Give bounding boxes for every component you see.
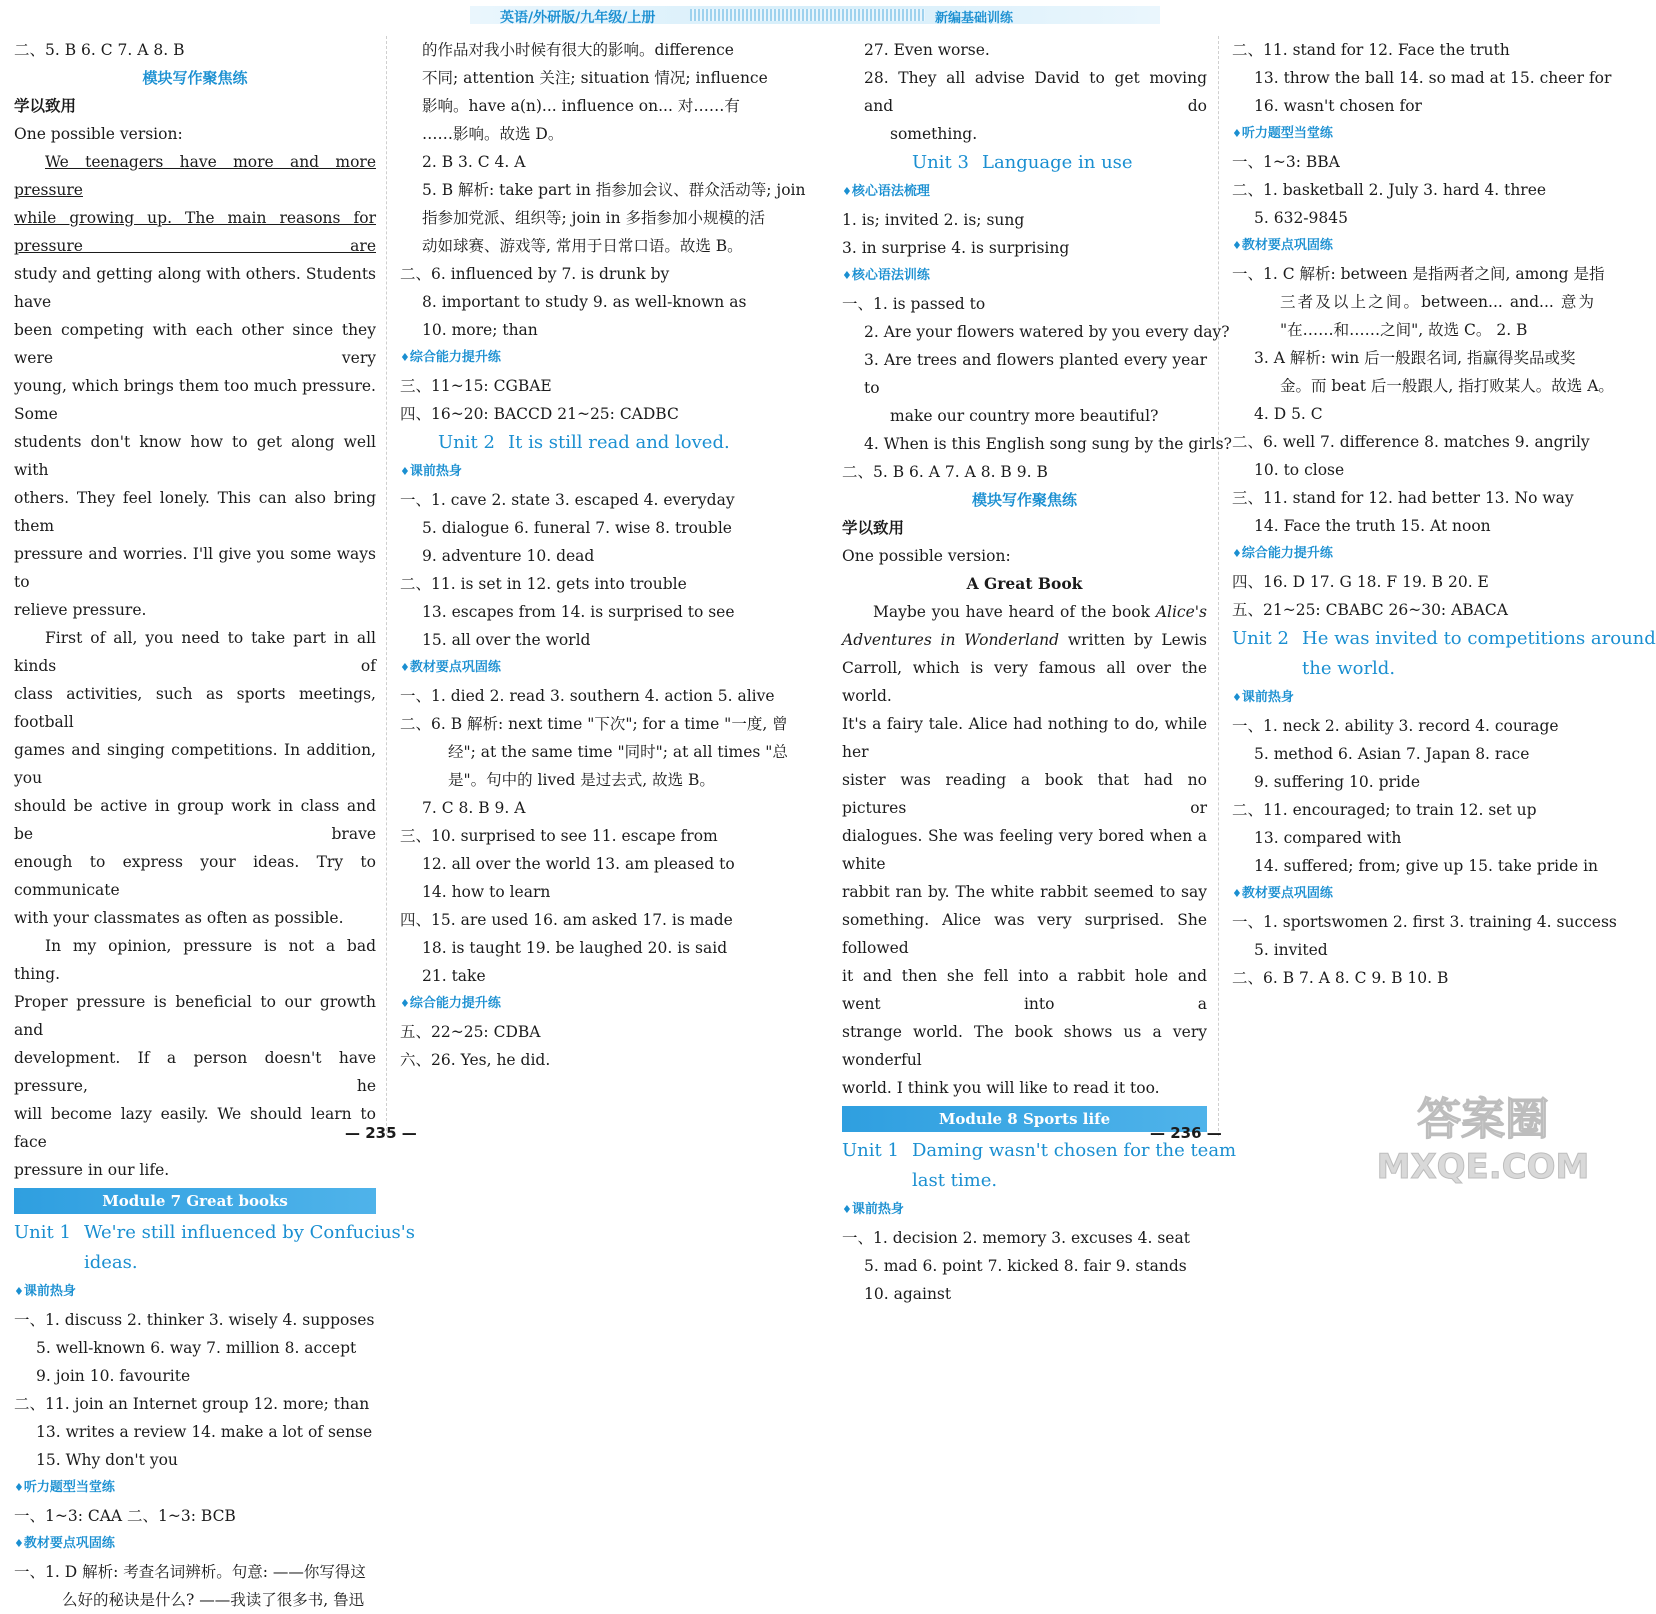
essay-line: enough to express your ideas. Try to communicate xyxy=(14,853,376,899)
essay-text: Maybe you have heard of the book xyxy=(873,603,1156,621)
answer-line: 9. adventure 10. dead xyxy=(422,547,595,565)
answer-line: 1. is; invited 2. is; sung xyxy=(842,211,1025,229)
answer-line: 5. mad 6. point 7. kicked 8. fair 9. stands xyxy=(864,1257,1187,1275)
section-label: 学以致用 xyxy=(14,96,77,115)
answer-line: 5. 632-9845 xyxy=(1254,209,1348,227)
answer-line: 15. Why don't you xyxy=(36,1451,178,1469)
answer-line: 二、6. B 解析: next time "下次"; for a time "一度, 曾 xyxy=(400,715,788,733)
unit-label: Unit 1 xyxy=(14,1222,71,1243)
module-banner: Module 8 Sports life xyxy=(842,1106,1207,1132)
unit-heading xyxy=(14,1218,415,1248)
version-label: One possible version: xyxy=(14,125,183,143)
answer-line: 16. wasn't chosen for xyxy=(1254,97,1422,115)
essay-line: We teenagers have more and more pressure xyxy=(14,153,376,199)
answer-line: something. xyxy=(890,125,978,143)
watermark-text-bottom: MXQE.COM xyxy=(1376,1147,1590,1187)
answer-line: 影响。have a(n)... influence on... 对……有 xyxy=(422,97,740,115)
answer-line: 二、6. well 7. difference 8. matches 9. angrily xyxy=(1232,433,1590,451)
page-number-right: — 236 — xyxy=(1150,1124,1222,1142)
answer-line: "在……和……之间", 故选 C。 2. B xyxy=(1280,321,1528,339)
answer-line: 10. more; than xyxy=(422,321,538,339)
answer-line: 金。而 beat 后一般跟人, 指打败某人。故选 A。 xyxy=(1280,377,1614,395)
essay-line xyxy=(842,626,1207,654)
answer-line: 9. join 10. favourite xyxy=(36,1367,191,1385)
essay-line: It's a fairy tale. Alice had nothing to do, while her xyxy=(842,715,1207,761)
unit-title-cont: ideas. xyxy=(84,1252,138,1273)
answer-line: 14. how to learn xyxy=(422,883,551,901)
answer-line: 13. writes a review 14. make a lot of sense xyxy=(36,1423,373,1441)
module-banner: Module 7 Great books xyxy=(14,1188,376,1214)
answer-line: 经"; at the same time "同时"; at all times "总 xyxy=(448,743,788,761)
answer-line: 二、5. B 6. A 7. A 8. B 9. B xyxy=(842,463,1048,481)
answer-line: 四、15. are used 16. am asked 17. is made xyxy=(400,911,733,929)
answer-line: 2. Are your flowers watered by you every day? xyxy=(864,323,1230,341)
section-tag: ♦ 课前热身 xyxy=(842,1196,1207,1224)
answer-line: 21. take xyxy=(422,967,486,985)
answer-line: 14. Face the truth 15. At noon xyxy=(1254,517,1491,535)
answer-line: make our country more beautiful? xyxy=(890,407,1159,425)
answer-line: 三、11~15: CGBAE xyxy=(400,377,552,395)
answer-line: ……影响。故选 D。 xyxy=(422,125,564,143)
answer-line: 一、1. died 2. read 3. southern 4. action 5. alive xyxy=(400,687,775,705)
answer-line: 一、1. discuss 2. thinker 3. wisely 4. supposes xyxy=(14,1311,375,1329)
section-tag: ♦ 综合能力提升练 xyxy=(400,344,770,372)
answer-line: 是"。句中的 lived 是过去式, 故选 B。 xyxy=(448,771,715,789)
watermark-text-top: 答案圈 xyxy=(1417,1094,1549,1145)
essay-line xyxy=(842,598,1207,626)
answer-line: 不同; attention 关注; situation 情况; influence xyxy=(422,69,768,87)
answer-line: 5. B 解析: take part in 指参加会议、群众活动等; join xyxy=(422,181,806,199)
answer-line: 一、1. decision 2. memory 3. excuses 4. seat xyxy=(842,1229,1190,1247)
section-tag: ♦ 教材要点巩固练 xyxy=(1232,232,1594,260)
answer-line: 二、11. stand for 12. Face the truth xyxy=(1232,41,1510,59)
answer-line: 二、6. B 7. A 8. C 9. B 10. B xyxy=(1232,969,1449,987)
unit-title: Language in use xyxy=(982,152,1133,173)
answer-line: 一、1. cave 2. state 3. escaped 4. everyday xyxy=(400,491,735,509)
answer-line: 12. all over the world 13. am pleased to xyxy=(422,855,735,873)
column-2 xyxy=(400,36,806,1074)
unit-title-cont: the world. xyxy=(1302,658,1396,679)
page-number-left: — 235 — xyxy=(345,1124,417,1142)
section-tag: ♦ 教材要点巩固练 xyxy=(400,654,770,682)
essay-line: In my opinion, pressure is not a bad thing. xyxy=(14,937,376,983)
header-stripes xyxy=(690,9,925,21)
answer-line: 么好的秘诀是什么? ——我读了很多书, 鲁迅 xyxy=(62,1591,365,1609)
unit-title: He was invited to competitions around xyxy=(1302,628,1656,649)
essay-line: dialogues. She was feeling very bored when a white xyxy=(842,827,1207,873)
answer-line: 五、21~25: CBABC 26~30: ABACA xyxy=(1232,601,1508,619)
essay-line: Proper pressure is beneficial to our growth and xyxy=(14,993,376,1039)
unit-label: Unit 1 xyxy=(842,1140,899,1161)
essay-line: been competing with each other since they were very xyxy=(14,321,376,367)
essay-line: Carroll, which is very famous all over the world. xyxy=(842,659,1207,705)
essay-line: pressure in our life. xyxy=(14,1161,170,1179)
column-3 xyxy=(842,36,1237,1308)
unit-heading xyxy=(1232,624,1656,654)
answer-line: 13. compared with xyxy=(1254,829,1402,847)
section-tag: ♦ 综合能力提升练 xyxy=(1232,540,1594,568)
essay-line: will become lazy easily. We should learn to face xyxy=(14,1105,376,1151)
book-title: Adventures in Wonderland xyxy=(842,631,1060,649)
answer-line: 14. suffered; from; give up 15. take pride in xyxy=(1254,857,1599,875)
answer-line: 二、1. basketball 2. July 3. hard 4. three xyxy=(1232,181,1547,199)
answer-line: 的作品对我小时候有很大的影响。difference xyxy=(422,41,734,59)
answer-line: 一、1. sportswomen 2. first 3. training 4. success xyxy=(1232,913,1617,931)
header-subject: 英语/外研版/九年级/上册 xyxy=(500,10,656,26)
section-tag: ♦ 综合能力提升练 xyxy=(400,990,770,1018)
answer-line: 5. well-known 6. way 7. million 8. accept xyxy=(36,1339,357,1357)
answer-line: 一、1. is passed to xyxy=(842,295,986,313)
essay-line: class activities, such as sports meetings, football xyxy=(14,685,376,731)
unit-heading xyxy=(842,148,1207,178)
answer-line: 4. D 5. C xyxy=(1254,405,1323,423)
answer-line: 5. invited xyxy=(1254,941,1328,959)
answer-line: 一、1. D 解析: 考查名词辨析。句意: ——你写得这 xyxy=(14,1563,366,1581)
version-label: One possible version: xyxy=(842,547,1011,565)
section-tag: ♦ 核心语法梳理 xyxy=(842,178,1207,206)
answer-line: 五、22~25: CDBA xyxy=(400,1023,541,1041)
essay-line: study and getting along with others. Students have xyxy=(14,265,376,311)
section-tag: ♦ 听力题型当堂练 xyxy=(1232,120,1594,148)
section-tag: ♦ 核心语法训练 xyxy=(842,262,1207,290)
answer-line: 动如球赛、游戏等, 常用于日常口语。故选 B。 xyxy=(422,237,743,255)
essay-line: students don't know how to get along well with xyxy=(14,433,376,479)
column-4 xyxy=(1232,36,1656,992)
answer-line: 二、11. encouraged; to train 12. set up xyxy=(1232,801,1537,819)
book-title: Alice's xyxy=(1155,603,1207,621)
answer-line: 13. escapes from 14. is surprised to see xyxy=(422,603,735,621)
answer-line: 15. all over the world xyxy=(422,631,591,649)
answer-line: 7. C 8. B 9. A xyxy=(422,799,526,817)
section-tag: ♦ 听力题型当堂练 xyxy=(14,1474,376,1502)
answer-line: 三、10. surprised to see 11. escape from xyxy=(400,827,718,845)
essay-line: pressure and worries. I'll give you some ways to xyxy=(14,545,376,591)
essay-line: games and singing competitions. In addition, you xyxy=(14,741,376,787)
answer-line: 9. suffering 10. pride xyxy=(1254,773,1420,791)
essay-line: First of all, you need to take part in all kinds of xyxy=(14,629,376,675)
unit-title: Daming wasn't chosen for the team xyxy=(912,1140,1237,1161)
essay-line: rabbit ran by. The white rabbit seemed to say xyxy=(842,883,1207,901)
answer-line: 13. throw the ball 14. so mad at 15. cheer for xyxy=(1254,69,1612,87)
column-divider xyxy=(1218,36,1219,1136)
section-title: 模块写作聚焦练 xyxy=(142,69,248,87)
answer-line: 二、11. is set in 12. gets into trouble xyxy=(400,575,687,593)
essay-text: written by Lewis xyxy=(1059,631,1207,649)
answer-line: 5. dialogue 6. funeral 7. wise 8. trouble xyxy=(422,519,732,537)
unit-title: It is still read and loved. xyxy=(508,432,730,453)
essay-line: sister was reading a book that had no pictures or xyxy=(842,771,1207,817)
essay-line: it and then she fell into a rabbit hole and went into a xyxy=(842,967,1207,1013)
answer-line: 27. Even worse. xyxy=(864,41,990,59)
watermark-logo xyxy=(1378,1082,1588,1187)
answer-line: 10. to close xyxy=(1254,461,1345,479)
unit-title-cont: last time. xyxy=(912,1170,998,1191)
unit-label: Unit 2 xyxy=(1232,628,1289,649)
answer-line: 一、1. neck 2. ability 3. record 4. courage xyxy=(1232,717,1559,735)
section-title: 模块写作聚焦练 xyxy=(971,491,1077,509)
essay-line: development. If a person doesn't have pressure, he xyxy=(14,1049,376,1095)
answer-line: 4. When is this English song sung by the girls? xyxy=(864,435,1232,453)
section-tag: ♦ 课前热身 xyxy=(14,1278,376,1306)
answer-line: 一、1~3: CAA 二、1~3: BCB xyxy=(14,1507,236,1525)
section-tag: ♦ 课前热身 xyxy=(400,458,770,486)
essay-line: should be active in group work in class and be brave xyxy=(14,797,376,843)
answer-line: 六、26. Yes, he did. xyxy=(400,1051,551,1069)
column-divider xyxy=(386,36,387,1136)
answer-line: 28. They all advise David to get moving and do xyxy=(864,69,1207,115)
answer-line: 一、1~3: BBA xyxy=(1232,153,1340,171)
essay-line: young, which brings them too much pressure. Some xyxy=(14,377,376,423)
essay-line: world. I think you will like to read it too. xyxy=(842,1079,1160,1097)
answer-line: 10. against xyxy=(864,1285,952,1303)
essay-line: something. Alice was very surprised. She followed xyxy=(842,911,1207,957)
essay-line: others. They feel lonely. This can also bring them xyxy=(14,489,376,535)
essay-title: A Great Book xyxy=(966,574,1083,593)
answer-line: 3. A 解析: win 后一般跟名词, 指赢得奖品或奖 xyxy=(1254,349,1576,367)
answer-line: 二、5. B 6. C 7. A 8. B xyxy=(14,41,185,59)
answer-line: 四、16~20: BACCD 21~25: CADBC xyxy=(400,405,679,423)
essay-line: relieve pressure. xyxy=(14,601,147,619)
answer-line: 一、1. C 解析: between 是指两者之间, among 是指 xyxy=(1232,265,1605,283)
answer-line: 8. important to study 9. as well-known as xyxy=(422,293,747,311)
page-header xyxy=(0,0,1600,30)
answer-line: 三、11. stand for 12. had better 13. No way xyxy=(1232,489,1574,507)
unit-title: We're still influenced by Confucius's xyxy=(84,1222,415,1243)
answer-line: 四、16. D 17. G 18. F 19. B 20. E xyxy=(1232,573,1489,591)
header-series-title: 新编基础训练 xyxy=(935,11,1014,26)
answer-line: 三者及以上之间。between... and... 意为 xyxy=(1280,293,1594,311)
section-tag: ♦ 教材要点巩固练 xyxy=(1232,880,1594,908)
answer-line: 二、6. influenced by 7. is drunk by xyxy=(400,265,670,283)
essay-line xyxy=(14,204,376,260)
section-tag: ♦ 教材要点巩固练 xyxy=(14,1530,376,1558)
answer-line: 指参加党派、组织等; join in 多指参加小规模的活 xyxy=(422,209,766,227)
unit-label: Unit 2 xyxy=(438,432,495,453)
answer-line: 二、11. join an Internet group 12. more; than xyxy=(14,1395,370,1413)
essay-line: with your classmates as often as possible. xyxy=(14,909,344,927)
answer-line: 5. method 6. Asian 7. Japan 8. race xyxy=(1254,745,1530,763)
answer-line: 3. in surprise 4. is surprising xyxy=(842,239,1070,257)
section-tag: ♦ 课前热身 xyxy=(1232,684,1594,712)
answer-line: 18. is taught 19. be laughed 20. is said xyxy=(422,939,728,957)
unit-label: Unit 3 xyxy=(912,152,969,173)
section-label: 学以致用 xyxy=(842,518,905,537)
essay-line: strange world. The book shows us a very wonderful xyxy=(842,1023,1207,1069)
answer-line: 2. B 3. C 4. A xyxy=(422,153,526,171)
answer-line: 3. Are trees and flowers planted every year to xyxy=(864,351,1207,397)
essay-line-underlined: while growing up. The main reasons for pressure are xyxy=(14,209,376,255)
unit-heading xyxy=(400,428,770,458)
